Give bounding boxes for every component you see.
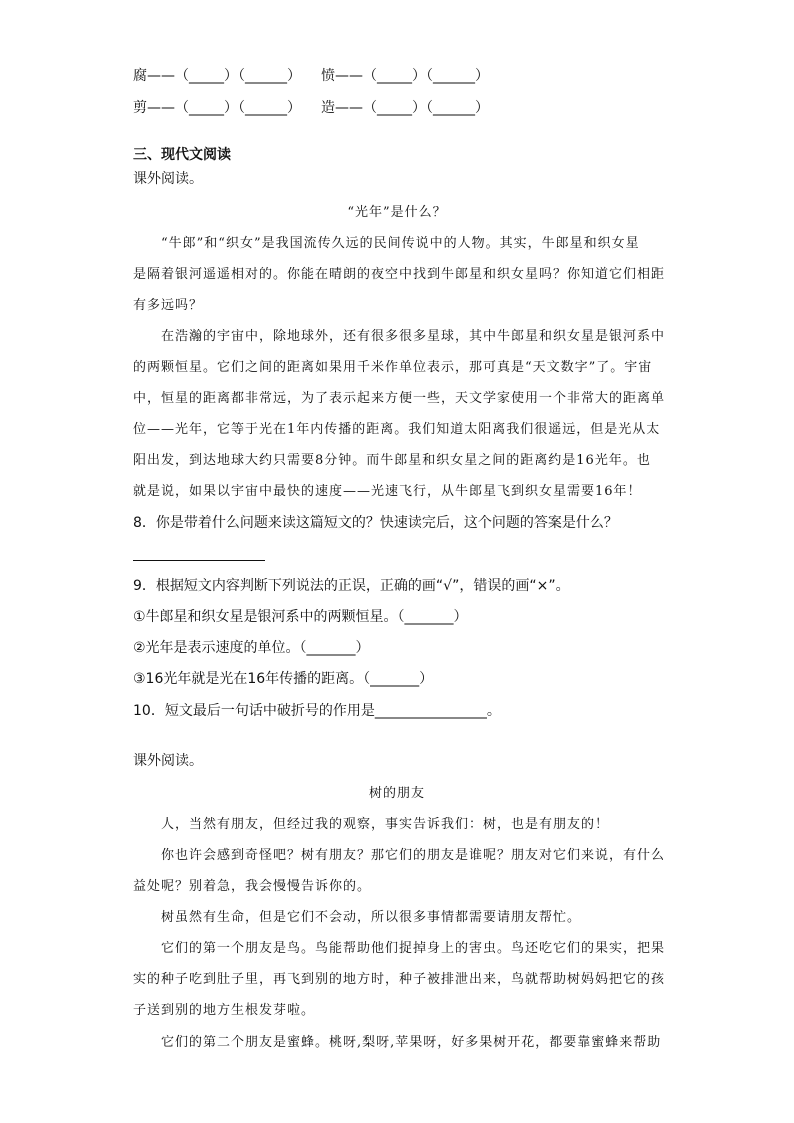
passage-line: 它们的第一个朋友是鸟。鸟能帮助他们捉掉身上的害虫。鸟还吃它们的果实，把果 xyxy=(161,941,666,956)
question-10[interactable]: 10．短文最后一句话中破折号的作用是________________。 xyxy=(133,703,501,719)
passage-line: 你也许会感到奇怪吧？树有朋友？那它们的朋友是谁呢？朋友对它们来说，有什么 xyxy=(161,848,666,863)
passage-title-2: 树的朋友 xyxy=(368,786,425,801)
passage-line: “牛郎”和“织女”是我国流传久远的民间传说中的人物。其实，牛郎星和织女星 xyxy=(161,236,640,251)
word-char: 造 xyxy=(321,100,335,116)
passage-line: 在浩瀚的宇宙中，除地球外，还有很多很多星球，其中牛郎星和织女星是银河系中 xyxy=(161,329,666,344)
passage-line: 的两颗恒星。它们之间的距离如果用千米作单位表示，那可真是“天文数字”了。宇宙 xyxy=(133,360,653,375)
passage-line: 树虽然有生命，但是它们不会动，所以很多事情都需要请朋友帮忙。 xyxy=(161,910,582,925)
question-9-item[interactable]: ①牛郎星和织女星是银河系中的两颗恒星。（_______） xyxy=(133,609,468,625)
word-blanks[interactable]: ——（_____）（______） xyxy=(147,68,301,84)
word-blanks[interactable]: ——（_____）（______） xyxy=(335,68,489,84)
word-group-row-1b xyxy=(321,66,489,86)
question-9: 9．根据短文内容判断下列说法的正误，正确的画“√”，错误的画“×”。 xyxy=(133,578,570,594)
word-blanks[interactable]: ——（_____）（______） xyxy=(335,100,489,116)
word-char: 剪 xyxy=(133,100,147,116)
section-intro-2: 课外阅读。 xyxy=(133,753,203,769)
answer-line[interactable] xyxy=(133,560,265,561)
section-heading: 三、现代文阅读 xyxy=(133,147,231,163)
word-group-row-2 xyxy=(133,98,301,118)
passage-line: 位——光年，它等于光在1年内传播的距离。我们知道太阳离我们很遥远，但是光从太 xyxy=(133,422,661,437)
passage-line: 人，当然有朋友，但经过我的观察，事实告诉我们：树，也是有朋友的！ xyxy=(161,817,610,832)
word-blanks[interactable]: ——（_____）（______） xyxy=(147,100,301,116)
word-group-row-2b xyxy=(321,98,489,118)
passage-line: 子送到别的地方生根发芽啦。 xyxy=(133,1003,316,1018)
word-char: 腐 xyxy=(133,68,147,84)
passage-line: 就是说，如果以宇宙中最快的速度——光速飞行，从牛郎星飞到织女星需要16年！ xyxy=(133,484,642,499)
passage-line: 是隔着银河遥遥相对的。你能在晴朗的夜空中找到牛郎星和织女星吗？你知道它们相距 xyxy=(133,267,666,282)
word-group-row-1 xyxy=(133,66,301,86)
question-8: 8．你是带着什么问题来读这篇短文的？快速读完后，这个问题的答案是什么？ xyxy=(133,515,618,531)
section-intro: 课外阅读。 xyxy=(133,171,203,187)
passage-line: 有多远吗？ xyxy=(133,298,204,313)
passage-line: 益处呢？别着急，我会慢慢告诉你的。 xyxy=(133,879,372,894)
passage-line: 阳出发，到达地球大约只需要8分钟。而牛郎星和织女星之间的距离约是16光年。也 xyxy=(133,453,651,468)
question-9-item[interactable]: ②光年是表示速度的单位。（_______） xyxy=(133,640,370,656)
passage-line: 中，恒星的距离都非常远，为了表示起来方便一些，天文学家使用一个非常大的距离单 xyxy=(133,391,666,406)
passage-line: 它们的第二个朋友是蜜蜂。桃呀,梨呀,苹果呀，好多果树开花，都要靠蜜蜂来帮助 xyxy=(161,1035,662,1050)
question-9-item[interactable]: ③16光年就是光在16年传播的距离。（_______） xyxy=(133,671,434,687)
passage-title: “光年”是什么？ xyxy=(347,205,447,220)
passage-line: 实的种子吃到肚子里，再飞到别的地方时，种子被排泄出来，鸟就帮助树妈妈把它的孩 xyxy=(133,972,666,987)
word-char: 愤 xyxy=(321,68,335,84)
